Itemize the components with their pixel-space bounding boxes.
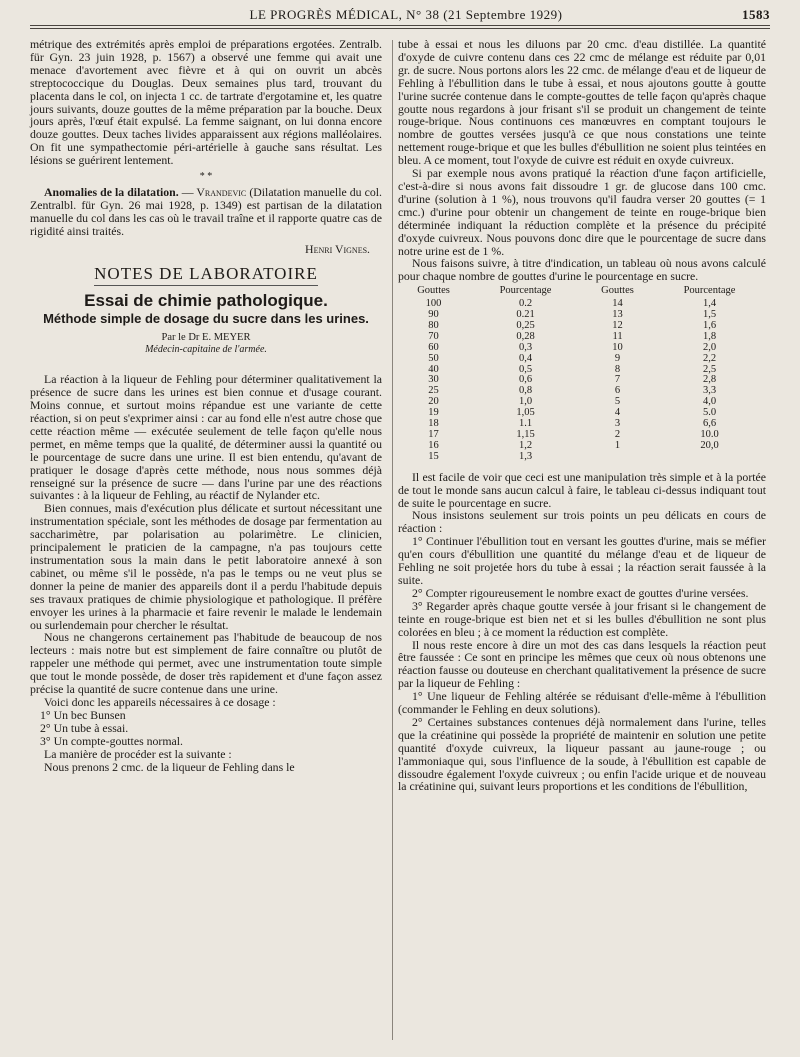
table-cell: 18 <box>428 418 439 430</box>
anomalies-body: (Dilatation manuelle du col. Zentralbl. für Gyn. 26 mai 1928, p. 1349) est partisan de la dilatation manuelle du col dans les cas où le travail traîne et il rapporte quatre cas de rigidité ainsi traités. <box>30 185 382 238</box>
table-cell: 4,0 <box>702 396 717 408</box>
table-cell: 2,0 <box>702 341 717 353</box>
list-item: 2° Un tube à essai. <box>40 720 129 735</box>
table-cell: 1.1 <box>518 418 533 430</box>
table-cell: 9 <box>614 352 621 364</box>
paragraph: Nous insistons seulement sur trois points un peu délicats en cours de réaction : <box>398 508 766 536</box>
table-cell: 0,3 <box>518 341 533 353</box>
table-cell: 10.0 <box>700 429 719 440</box>
table-cell: 11 <box>612 330 623 342</box>
table-cell: 16 <box>428 439 439 451</box>
table-cell: 19 <box>428 407 439 419</box>
paragraph: Il est facile de voir que ceci est une manipulation très simple et à la portée de tout le monde sans aucun calcul à faire, le tableau ci-dessus indiquant tout de suite le pourcentage en sucre. <box>398 469 766 510</box>
table-row <box>398 354 766 365</box>
table-cell: 0,5 <box>518 363 533 375</box>
page-number: 1583 <box>742 7 770 22</box>
table-cell: 1,4 <box>702 298 717 310</box>
drops-percentage-table <box>398 286 766 463</box>
table-cell: 1,5 <box>702 309 717 321</box>
paragraph: La réaction à la liqueur de Fehling pour déterminer qualitativement la présence de sucre dans les urines est bien connue et d'usage courant. Moins connue, et surtout moins répandue est une variante de cette réaction, si on peut s'exprimer ainsi : car au fond elle n'est autre chose que cette réaction même — exécutée seulement de telle façon qu'elle nous permet, en même temps que la qualité, de déterminer aussi la quantité ou le pourcentage de sucre dans une urine. Il est bien entendu, qu'avant de pratiquer le dosage d'après cette méthode, nous nous sommes déjà renseigné sur la présence de sucre — dans l'urine par une des réactions suivantes : à la liqueur de Fehling, au réactif de Nylander etc. <box>30 372 382 503</box>
running-title: LE PROGRÈS MÉDICAL, N° 38 (21 Septembre 1929) <box>249 7 563 22</box>
anomalies-heading: Anomalies de la dilatation. <box>44 185 179 200</box>
table-cell: 20,0 <box>700 439 719 451</box>
list-item: 3° Un compte-gouttes normal. <box>40 733 183 748</box>
table-cell: 40 <box>428 363 439 375</box>
table-cell: 5.0 <box>702 407 717 419</box>
table-row <box>398 452 766 463</box>
paragraph: métrique des extrémités après emploi de préparations ergotées. Zentralb. für Gyn. 23 juin 1928, p. 1567) a observé une femme qui avait une menace d'avortement avec fièvre et à qui on ouvrit un abcès streptococcique du Douglas. Deux semaines plus tard, trouvant du placenta dans le col, on injecta 1 cc. de tartrate d'ergotamine et, les quatre jours suivants, douze gouttes de la même préparation par la bouche. Deux jours après, l'œuf était expulsé. La femme saignant, on lui donna encore douze gouttes. Deux taches livides apparaissent aux régions malléolaires. On fit une sympathectomie péri-artérielle à gauche sans résultat. Les lésions se guérirent lentement. <box>30 37 382 168</box>
table-cell: 6,6 <box>702 418 717 430</box>
byline-role: Médecin-capitaine de l'armée. <box>145 344 267 356</box>
table-cell: 3,3 <box>702 385 717 397</box>
paragraph: Nous ne changerons certainement pas l'habitude de beaucoup de nos lecteurs : mais notre but est simplement de faire connaître ou plutôt de rappeler une méthode qui permet, avec une instrumentation toute simple que tout le monde possède, de doser très rapidement et d'une façon assez précise la quantité de sucre contenue dans une urine. <box>30 630 382 697</box>
table-cell: 70 <box>428 330 439 342</box>
paragraph: Nous faisons suivre, à titre d'indication, un tableau où nous avons calculé pour chaque nombre de gouttes d'urine le pourcentage en sucre. <box>398 256 766 284</box>
table-cell: 60 <box>428 341 439 353</box>
table-cell: 0,8 <box>518 385 533 397</box>
table-cell: 0.21 <box>516 309 535 321</box>
article-subtitle: Méthode simple de dosage du sucre dans les urines. <box>43 311 369 327</box>
table-cell: 25 <box>428 385 439 397</box>
column-separator <box>392 40 393 1040</box>
table-cell: 0,6 <box>518 374 533 386</box>
table-cell <box>582 452 653 463</box>
table-cell: 15 <box>428 450 439 462</box>
table-cell: 1,6 <box>702 319 717 331</box>
anomalies-author: — Vrandevic <box>181 185 247 200</box>
table-cell: 0,25 <box>516 319 535 331</box>
left-column <box>30 38 382 773</box>
table-cell: 8 <box>614 363 621 375</box>
column-header: Pourcentage <box>499 285 552 297</box>
paragraph: 2° Compter rigoureusement le nombre exact de gouttes d'urine versées. <box>412 585 749 600</box>
column-header: Gouttes <box>417 285 450 297</box>
table-cell: 1,3 <box>518 450 533 462</box>
section-title <box>30 263 382 285</box>
table-cell: 80 <box>428 319 439 331</box>
paragraph: Voici donc les appareils nécessaires à ce dosage : <box>44 694 276 709</box>
paragraph: 3° Regarder après chaque goutte versée à jour frisant si le changement de teinte en rouge-brique est bien net et si les bulles d'ébullition ne sont plus colorées en bleu ; à ce moment la réduction est complète. <box>398 598 766 639</box>
table-cell: 0,4 <box>518 352 533 364</box>
table-cell: 12 <box>612 319 623 331</box>
table-cell: 0.2 <box>518 298 533 310</box>
table-cell: 1,8 <box>702 330 717 342</box>
table-cell: 1,0 <box>518 396 533 408</box>
table-cell <box>653 452 766 463</box>
table-cell: 10 <box>612 341 623 353</box>
header-rule <box>30 25 770 26</box>
paragraph: Bien connues, mais d'exécution plus délicate et surtout nécessitant une instrumentation spéciale, sont les méthodes de dosage par fermentation au saccharimètre, par polarisation au polarimètre. Le clinicien, principalement le praticien de la campagne, n'a pas toujours cette instrumentation sous la main dans le petit laboratoire annexé à son cabinet, ou même s'il le possède, n'a pas le temps ou ne veut plus se donner la peine de manier des appareils dont il a perdu l'habitude depuis ses travaux pratiques de chimie physiologique et pathologique. Il préfère envoyer les urines à la pharmacie et faire revenir le malade le lendemain ou surlendemain pour chercher le résultat. <box>30 501 382 632</box>
table-cell: 3 <box>614 418 621 430</box>
paragraph: Il nous reste encore à dire un mot des cas dans lesquels la réaction peut être faussée : Ce sont en principe les mêmes que ceux où nous obtenons une réaction fausse ou douteuse en cherchant qualitativement la présence de sucre par la liqueur de Fehling : <box>398 637 766 691</box>
table-cell: 50 <box>428 352 439 364</box>
table-cell: 20 <box>428 396 439 408</box>
apparatus-list <box>30 709 382 748</box>
table-cell: 1,2 <box>518 439 533 451</box>
table-cell: 1,15 <box>516 429 535 440</box>
section-stars: * * <box>199 171 213 183</box>
signature: Henri Vignes. <box>305 241 370 256</box>
header-rule-double <box>30 28 770 29</box>
table-cell: 1 <box>614 439 621 451</box>
column-header: Pourcentage <box>683 285 736 297</box>
paragraph: tube à essai et nous les diluons par 20 cmc. d'eau distillée. La quantité d'oxyde de cuivre contenu dans ces 22 cmc de mélange est réduite par 0,01 gr. de sucre. Nous portons alors les 22 cmc. de mélange d'eau et de liqueur de Fehling à l'ébullition dans le tube à essai, et nous ajoutons goutte à goutte l'urine sucrée contenue dans le compte-gouttes de telle façon qu'après chaque goutte nous regardons à jour frisant s'il se produit un changement de teinte rouge-brique. Nous continuons ces manœuvres en comptant toujours le nombre de gouttes versées jusqu'à ce que nous constations une teinte nettement rouge-brique et que les bulles d'ébullition ne soient plus teintées en bleu. A ce moment, tout l'oxyde de cuivre est réduit en oxyde cuivreux. <box>398 37 766 168</box>
table-cell: 30 <box>428 374 439 386</box>
paragraph: Nous prenons 2 cmc. de la liqueur de Fehling dans le <box>44 759 295 774</box>
paragraph: La manière de procéder est la suivante : <box>44 746 232 761</box>
table-cell: 6 <box>614 385 621 397</box>
table-cell: 90 <box>428 309 439 321</box>
table-cell: 17 <box>428 429 439 440</box>
running-header <box>30 4 770 26</box>
right-column <box>398 38 766 793</box>
table-cell: 2,8 <box>702 374 717 386</box>
table-cell: 1,05 <box>516 407 535 419</box>
table-cell: 100 <box>425 298 442 310</box>
table-cell: 7 <box>614 374 621 386</box>
table-cell: 2,5 <box>702 363 717 375</box>
paragraph: 1° Une liqueur de Fehling altérée se réduisant d'elle-même à l'ébullition (commander le Fehling en deux solutions). <box>398 689 766 717</box>
table-cell: 14 <box>612 298 623 310</box>
table-row <box>398 441 766 452</box>
article-title: Essai de chimie pathologique. <box>84 290 328 310</box>
anomalies-paragraph <box>30 186 382 238</box>
list-item: 1° Un bec Bunsen <box>40 707 126 722</box>
paragraph: 2° Certaines substances contenues déjà normalement dans l'urine, telles que la créatinine qui possède la propriété de maintenir en solution une petite quantité d'oxyde cuivreux, la liqueur passant au jaune-rouge ; ou l'ammoniaque qui, sous l'influence de la soude, à l'ébullition est capable de dissoudre également l'oxyde cuivreux ; ou enfin l'acide urique et de nouveau la créatinine qui, suivant leurs proportions et les conditions de l'ébullition, <box>398 714 766 794</box>
column-header: Gouttes <box>601 285 634 297</box>
table-cell: 0,28 <box>516 330 535 342</box>
table-cell: 2,2 <box>702 352 717 364</box>
table-cell: 2 <box>614 429 621 440</box>
table-body <box>398 299 766 463</box>
section-title-text: NOTES DE LABORATOIRE <box>94 264 318 286</box>
table-cell: 13 <box>612 309 623 321</box>
byline: Par le Dr E. MEYER <box>161 332 251 344</box>
table-cell: 4 <box>614 407 621 419</box>
paragraph: 1° Continuer l'ébullition tout en versant les gouttes d'urine, mais se méfier qu'en cours d'ébullition une quantité du mélange d'eau et de liqueur de Fehling ne soit projetée hors du tube à essai ; la réaction serait faussée à la suite. <box>398 534 766 587</box>
paragraph: Si par exemple nous avons pratiqué la réaction d'une façon artificielle, c'est-à-dire si nous avons fait dissoudre 1 gr. de glucose dans 100 cmc. d'urine (solution à 1 %), nous trouvons qu'il faudra verser 20 gouttes (= 1 cmc.) d'urine pour obtenir un changement de teinte en rouge-brique bien déterminée indiquant la réduction complète et la présence du précipité d'oxyde cuivreux. Nous pouvons donc dire que le pourcentage de sucre dans notre urine est de 1 %. <box>398 166 766 258</box>
table-cell: 5 <box>614 396 621 408</box>
